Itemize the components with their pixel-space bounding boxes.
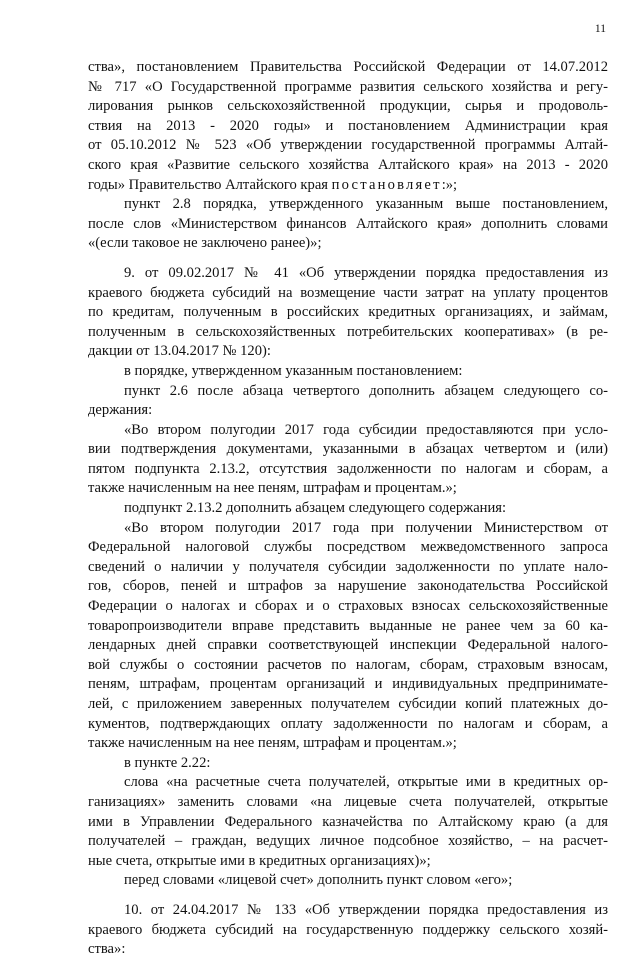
text-line: также начисленным на нее пеням, штрафам и процентам.»; bbox=[88, 480, 457, 497]
text-line: от 05.10.2012 № 523 «Об утверждении государственной программы Алтай- bbox=[88, 137, 608, 154]
text-line: краевого бюджета субсидий на государственную поддержку сельского хозяй- bbox=[88, 921, 608, 938]
text-line: после слов «Министерством финансов Алтайского края» дополнить словами bbox=[88, 215, 608, 232]
text-line: лирования рынков сельскохозяйственной продукции, сырья и продоволь- bbox=[88, 98, 608, 115]
text-line: № 717 «О Государственной программе развития сельского хозяйства и регу- bbox=[88, 78, 608, 95]
text-line: 10. от 24.04.2017 № 133 «Об утверждении порядка предоставления из bbox=[124, 901, 608, 918]
text-line: гов, сборов, пеней и штрафов за нарушение законодательства Российской bbox=[88, 578, 608, 595]
text-line: пятом подпункта 2.13.2, отсутствия задолженности по налогам и сборам, а bbox=[88, 460, 608, 477]
text-line: пункт 2.8 порядка, утвержденного указанным выше постановлением, bbox=[124, 196, 608, 213]
text-line: полученным в сельскохозяйственных потребительских кооперативах» (в ре- bbox=[88, 323, 608, 340]
text-line: в пункте 2.22: bbox=[124, 754, 211, 771]
text-line: слова «на расчетные счета получателей, открытые ими в кредитных ор- bbox=[124, 774, 608, 791]
text-line: Федеральной налоговой службы посредством межведомственного запроса bbox=[88, 539, 608, 556]
text-line: перед словами «лицевой счет» дополнить пункт словом «его»; bbox=[124, 872, 513, 889]
text-line: «Во втором полугодии 2017 года при получении Министерством от bbox=[124, 519, 608, 536]
text-line: подпункт 2.13.2 дополнить абзацем следующего содержания: bbox=[124, 500, 507, 517]
text-fragment: :»; bbox=[441, 176, 458, 193]
text-line: лендарных дней справки соответствующей инспекции Федеральной налого- bbox=[88, 637, 608, 654]
text-line: в порядке, утвержденном указанным постановлением: bbox=[124, 362, 463, 379]
text-line: «Во втором полугодии 2017 года субсидии предоставляются при усло- bbox=[124, 421, 608, 438]
text-line: «(если таковое не заключено ранее)»; bbox=[88, 235, 322, 252]
text-line: дакции от 13.04.2017 № 120): bbox=[88, 343, 271, 360]
text-line: пункт 2.6 после абзаца четвертого дополнить абзацем следующего со- bbox=[124, 382, 608, 399]
text-line: ства», постановлением Правительства Российской Федерации от 14.07.2012 bbox=[88, 59, 608, 75]
text-line: краевого бюджета субсидий на возмещение части затрат на уплату процентов bbox=[88, 284, 608, 301]
text-line: ского края «Развитие сельского хозяйства Алтайского края» на 2013 - 2020 bbox=[88, 156, 608, 173]
text-line: вии подтверждения документами, указанными в абзацах четвертом и (или) bbox=[88, 441, 608, 458]
page-number: 11 bbox=[594, 23, 606, 35]
text-line: ства»: bbox=[88, 941, 126, 958]
text-line: по кредитам, полученным в российских кредитных организациях, и займам, bbox=[88, 304, 608, 321]
text-line: сведений о наличии у получателя субсидии задолженности по уплате нало- bbox=[88, 558, 608, 575]
document-body bbox=[88, 58, 608, 960]
text-line: держания: bbox=[88, 402, 153, 419]
text-line: кументов, подтверждающих оплату задолженности по налогам и сборам, а bbox=[88, 715, 608, 732]
text-line: ствия на 2013 - 2020 годы» и постановлением Администрации края bbox=[88, 117, 608, 134]
text-line: лей, с приложением заверенных получателем субсидии копий платежных до- bbox=[88, 696, 608, 712]
text-fragment: годы» Правительство Алтайского края bbox=[88, 176, 332, 193]
text-line: ганизациях» заменить словами «на лицевые счета получателей, открытые bbox=[88, 793, 608, 810]
text-line: ими в Управлении Федерального казначейства по Алтайскому краю (а для bbox=[88, 813, 608, 830]
text-line: пеням, штрафам, процентам организаций и индивидуальных предпринимате- bbox=[88, 676, 608, 693]
text-line: товаропроизводители вправе представить выданные не ранее чем за 60 ка- bbox=[88, 617, 608, 634]
text-line bbox=[88, 176, 608, 196]
text-line: также начисленным на нее пеням, штрафам и процентам.»; bbox=[88, 735, 457, 752]
text-line: ные счета, открытые ими в кредитных организациях)»; bbox=[88, 852, 431, 869]
text-line: получателей – граждан, ведущих личное подсобное хозяйство, – на расчет- bbox=[88, 833, 608, 850]
text-line: вой службы о состоянии расчетов по налогам, сборам, страховым взносам, bbox=[88, 656, 608, 673]
text-line: Федерации о налогах и сборах и о страховых взносах сельскохозяйственные bbox=[88, 598, 608, 615]
emphasized-word: постановляет bbox=[331, 176, 442, 193]
text-line: 9. от 09.02.2017 № 41 «Об утверждении порядка предоставления из bbox=[124, 264, 608, 281]
